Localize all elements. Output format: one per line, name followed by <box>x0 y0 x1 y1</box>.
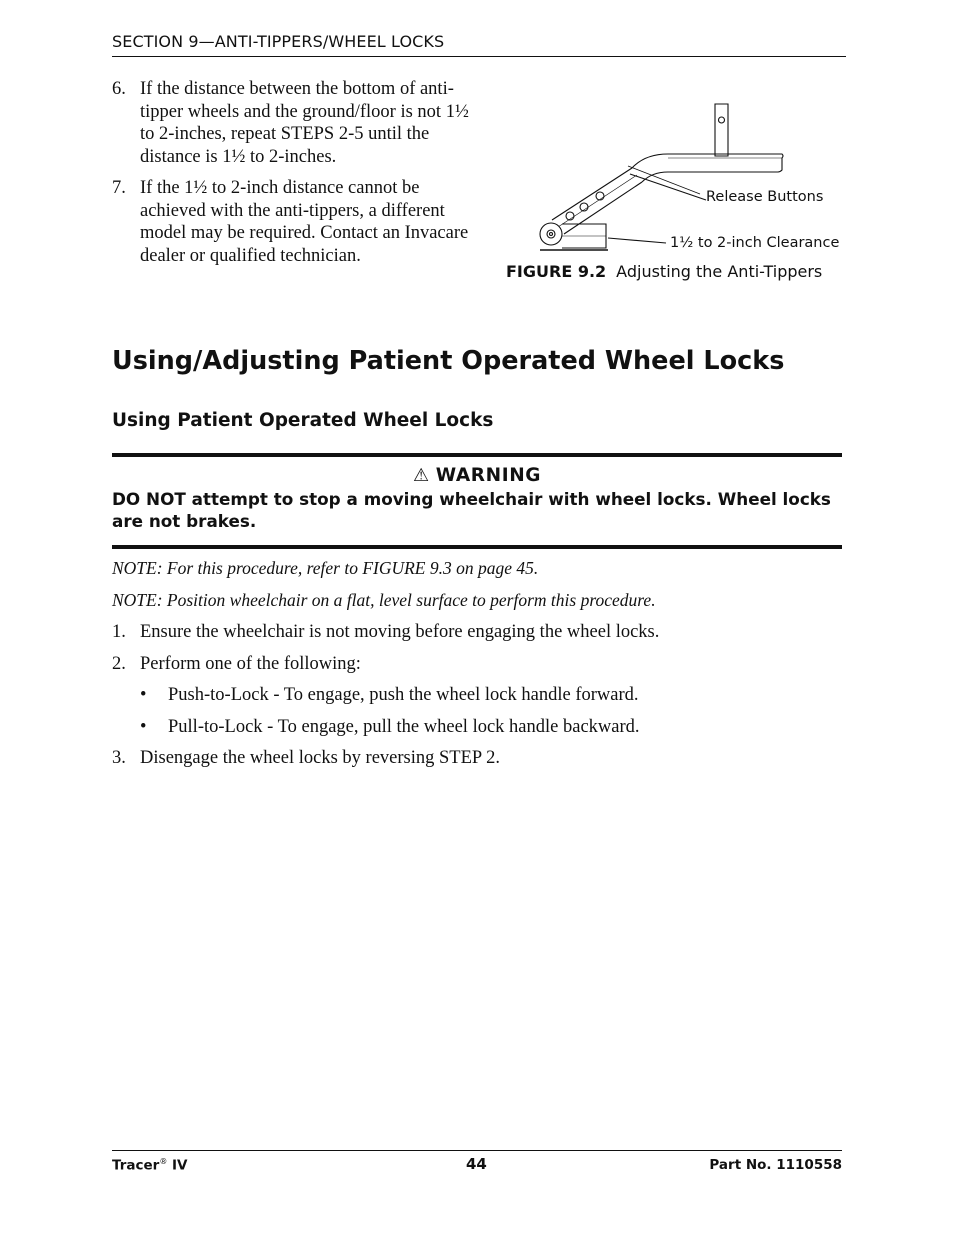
procedure-list <box>112 622 842 780</box>
product-name: Tracer <box>112 1157 160 1174</box>
warning-title-row <box>112 465 842 486</box>
bullet-text: Push-to-Lock - To engage, push the wheel lock handle forward. <box>168 685 639 705</box>
bullet-text: Pull-to-Lock - To engage, pull the wheel lock handle backward. <box>168 716 640 737</box>
registered-mark: ® <box>159 1157 168 1166</box>
step-7 <box>112 177 472 267</box>
page-number: 44 <box>466 1155 487 1173</box>
figure-caption <box>506 262 822 281</box>
step-number: 3. <box>112 748 126 768</box>
step-text: If the distance between the bottom of anti-tipper wheels and the ground/floor is not 1½ to 2-inches, repeat STEPS 2-5 until the distance is 1½ to 2-inches. <box>140 79 469 167</box>
procedure-step-3 <box>112 748 842 780</box>
procedure-bullet-push <box>112 685 842 717</box>
warning-triangle-icon: ⚠ <box>412 465 430 486</box>
section-heading: Using/Adjusting Patient Operated Wheel Locks <box>112 346 785 376</box>
subsection-heading: Using Patient Operated Wheel Locks <box>112 410 494 431</box>
step-text: Perform one of the following: <box>140 653 361 674</box>
step-number: 6. <box>112 79 126 99</box>
step-number: 7. <box>112 178 126 198</box>
part-number: Part No. 1110558 <box>709 1157 842 1173</box>
page-header <box>112 32 846 57</box>
product-model: IV <box>172 1157 188 1174</box>
figure-number: FIGURE 9.2 <box>506 262 607 281</box>
top-steps-list <box>112 78 472 276</box>
step-text: Ensure the wheelchair is not moving before engaging the wheel locks. <box>140 622 660 642</box>
step-6 <box>112 78 472 168</box>
warning-text: DO NOT attempt to stop a moving wheelchair with wheel locks. Wheel locks are not brakes. <box>112 489 831 531</box>
procedure-step-1 <box>112 622 842 654</box>
section-title: SECTION 9—ANTI-TIPPERS/WHEEL LOCKS <box>112 32 445 51</box>
footer-product <box>112 1157 188 1174</box>
warning-box <box>112 453 842 549</box>
step-text: Disengage the wheel locks by reversing STEP 2. <box>140 748 500 768</box>
release-buttons-label: Release Buttons <box>706 189 824 205</box>
warning-title: WARNING <box>435 465 542 486</box>
figure-title: Adjusting the Anti-Tippers <box>616 262 823 281</box>
clearance-label: 1½ to 2-inch Clearance <box>670 235 840 251</box>
step-number: 1. <box>112 622 126 642</box>
note-surface: NOTE: Position wheelchair on a flat, level surface to perform this procedure. <box>112 590 656 610</box>
bullet-icon: • <box>140 685 147 705</box>
bullet-icon: • <box>140 716 147 737</box>
page-footer <box>112 1150 842 1181</box>
step-number: 2. <box>112 653 126 674</box>
note-reference: NOTE: For this procedure, refer to FIGURE 9.3 on page 45. <box>112 558 539 578</box>
procedure-step-2 <box>112 654 842 686</box>
procedure-bullet-pull <box>112 717 842 749</box>
step-text: If the 1½ to 2-inch distance cannot be achieved with the anti-tippers, a different model may be required. Contact an Invacare dealer or qualified technician. <box>140 178 469 266</box>
